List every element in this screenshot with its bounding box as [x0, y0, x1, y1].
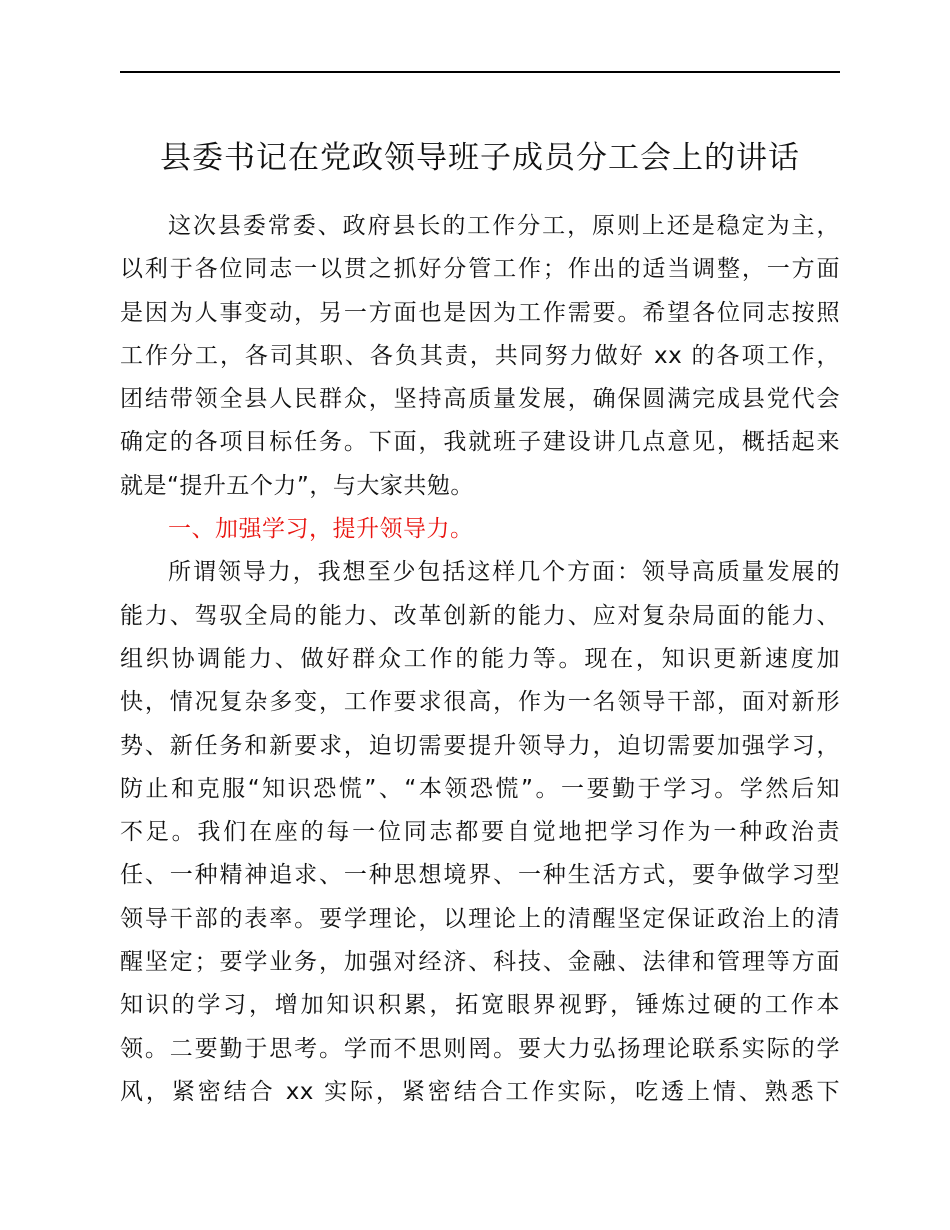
body-line: 确定的各项目标任务。下面，我就班子建设讲几点意见，概括起来	[120, 429, 840, 456]
body-line: 能力、驾驭全局的能力、改革创新的能力、应对复杂局面的能力、	[120, 602, 840, 629]
header-rule	[120, 71, 840, 73]
body-line: 领导干部的表率。要学理论，以理论上的清醒坚定保证政治上的清	[120, 905, 840, 932]
section-heading: 一、加强学习，提升领导力。	[168, 516, 474, 543]
document-body	[120, 205, 840, 1114]
body-line: 以利于各位同志一以贯之抓好分管工作；作出的适当调整，一方面	[120, 256, 840, 283]
body-line: 任、一种精神追求、一种思想境界、一种生活方式，要争做学习型	[120, 862, 840, 889]
body-line: 醒坚定；要学业务，加强对经济、科技、金融、法律和管理等方面	[120, 949, 840, 976]
document-title: 县委书记在党政领导班子成员分工会上的讲话	[160, 140, 800, 176]
body-line: 势、新任务和新要求，迫切需要提升领导力，迫切需要加强学习，	[120, 732, 840, 759]
body-line: 团结带领全县人民群众，坚持高质量发展，确保圆满完成县党代会	[120, 386, 840, 413]
body-line: 这次县委常委、政府县长的工作分工，原则上还是稳定为主，	[168, 213, 840, 239]
body-line: 快，情况复杂多变，工作要求很高，作为一名领导干部，面对新形	[120, 689, 840, 716]
body-line: 领。二要勤于思考。学而不思则罔。要大力弘扬理论联系实际的学	[120, 1035, 840, 1062]
body-line: 工作分工，各司其职、各负其责，共同努力做好 xx 的各项工作，	[120, 342, 840, 369]
body-line: 就是“提升五个力”，与大家共勉。	[120, 472, 474, 499]
body-line: 组织协调能力、做好群众工作的能力等。现在，知识更新速度加	[120, 645, 840, 672]
body-line: 风，紧密结合 xx 实际，紧密结合工作实际，吃透上情、熟悉下	[120, 1078, 840, 1105]
body-line: 不足。我们在座的每一位同志都要自觉地把学习作为一种政治责	[120, 819, 840, 846]
body-line: 是因为人事变动，另一方面也是因为工作需要。希望各位同志按照	[120, 299, 840, 326]
body-line: 防止和克服“知识恐慌”、“本领恐慌”。一要勤于学习。学然后知	[120, 775, 840, 802]
body-line: 所谓领导力，我想至少包括这样几个方面：领导高质量发展的	[168, 559, 840, 586]
body-line: 知识的学习，增加知识积累，拓宽眼界视野，锤炼过硬的工作本	[120, 992, 840, 1019]
